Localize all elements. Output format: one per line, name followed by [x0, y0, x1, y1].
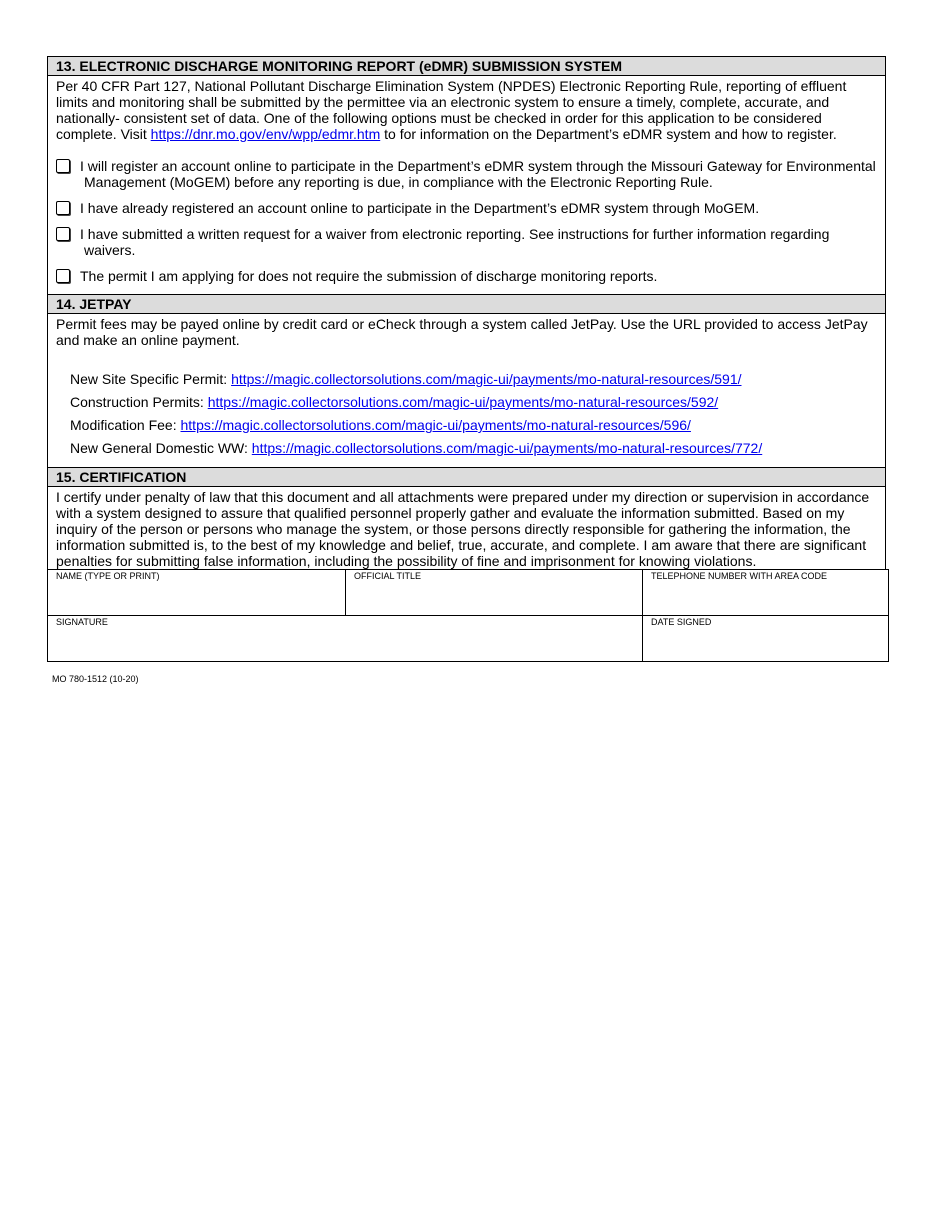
payment-row-construction	[70, 394, 877, 410]
option-already-registered[interactable]	[56, 200, 877, 216]
payment-label: Construction Permits:	[70, 394, 208, 410]
form-code: MO 780-1512 (10-20)	[52, 674, 139, 684]
payment-link[interactable]: https://magic.collectorsolutions.com/magic-ui/payments/mo-natural-resources/592/	[207, 394, 719, 410]
intro-text: Per 40 CFR Part 127, National Pollutant Discharge Elimination System (NPDES) Electronic Reporting Rule, reporting of effluent limits and monitoring shall be submitted by the permittee via an electronic system to ensure a timely, complete, accurate, and nationally- consistent set of data. One of the following options must be checked in order for this application to be considered complete. Visit	[56, 78, 847, 142]
option-register-mogem[interactable]	[56, 158, 877, 190]
certification-text: I certify under penalty of law that this document and all attachments were prepared under my direction or supervision in accordance with a system designed to assure that qualified personnel properly gather and evaluate the information submitted. Based on my inquiry of the person or persons who manage the system, or those persons directly responsible for gathering the information, the information submitted is, to the best of my knowledge and belief, true, accurate, and complete. I am aware that there are significant penalties for submitting false information, including the possibility of fine and imprisonment for knowing violations.	[56, 489, 870, 569]
checkbox[interactable]	[56, 159, 70, 173]
date-signed-input[interactable]	[651, 628, 880, 648]
payment-label: New General Domestic WW:	[70, 440, 252, 456]
checkbox[interactable]	[56, 201, 70, 215]
option-waiver-request[interactable]	[56, 226, 877, 258]
option-text: I will register an account online to participate in the Department’s eDMR system through the Missouri Gateway for Environmental	[80, 158, 876, 174]
section-13-intro	[56, 78, 877, 142]
name-input[interactable]	[56, 582, 337, 602]
date-signed-label: DATE SIGNED	[651, 617, 712, 627]
payment-row-general-domestic	[70, 440, 877, 456]
payment-label: New Site Specific Permit:	[70, 371, 232, 387]
section-13-title: 13. ELECTRONIC DISCHARGE MONITORING REPORT (eDMR) SUBMISSION SYSTEM	[56, 58, 623, 74]
signature-table	[47, 569, 889, 662]
intro-text-end: to for information on the Department’s eDMR system and how to register.	[380, 126, 837, 142]
signature-input[interactable]	[56, 628, 634, 648]
official-title-input[interactable]	[354, 582, 634, 602]
option-no-dmr-required[interactable]	[56, 268, 877, 284]
form-page	[47, 56, 886, 662]
name-label: NAME (TYPE OR PRINT)	[56, 571, 160, 581]
option-text: The permit I am applying for does not require the submission of discharge monitoring reports.	[80, 268, 658, 284]
option-text: I have submitted a written request for a waiver from electronic reporting. See instructions for further information regarding	[80, 226, 830, 242]
payment-list	[56, 356, 877, 456]
name-field[interactable]	[48, 570, 346, 616]
payment-label: Modification Fee:	[70, 417, 181, 433]
option-text-cont: Management (MoGEM) before any reporting is due, in compliance with the Electronic Reporting Rule.	[84, 174, 713, 190]
payment-row-modification	[70, 417, 877, 433]
checkbox[interactable]	[56, 227, 70, 241]
telephone-field[interactable]	[643, 570, 889, 616]
telephone-input[interactable]	[651, 582, 880, 602]
section-15-body	[47, 487, 886, 569]
section-15-title: 15. CERTIFICATION	[56, 469, 187, 485]
telephone-label: TELEPHONE NUMBER WITH AREA CODE	[651, 571, 828, 581]
payment-link[interactable]: https://magic.collectorsolutions.com/magic-ui/payments/mo-natural-resources/591/	[231, 371, 742, 387]
edmr-link[interactable]: https://dnr.mo.gov/env/wpp/edmr.htm	[150, 126, 381, 142]
option-text: I have already registered an account online to participate in the Department’s eDMR system through MoGEM.	[80, 200, 760, 216]
payment-link[interactable]: https://magic.collectorsolutions.com/magic-ui/payments/mo-natural-resources/596/	[180, 417, 691, 433]
official-title-label: OFFICIAL TITLE	[354, 571, 422, 581]
payment-link[interactable]: https://magic.collectorsolutions.com/magic-ui/payments/mo-natural-resources/772/	[251, 440, 763, 456]
section-14-body	[47, 314, 886, 467]
signature-field[interactable]	[48, 616, 643, 662]
date-signed-field[interactable]	[643, 616, 889, 662]
option-text-cont: waivers.	[84, 242, 136, 258]
section-14-header	[47, 294, 886, 314]
section-13-body	[47, 76, 886, 294]
section-14-title: 14. JETPAY	[56, 296, 132, 312]
section-15-header	[47, 467, 886, 487]
section-13-header	[47, 56, 886, 76]
official-title-field[interactable]	[346, 570, 643, 616]
checkbox[interactable]	[56, 269, 70, 283]
jetpay-intro: Permit fees may be payed online by credit card or eCheck through a system called JetPay. Use the URL provided to access JetPay and make an online payment.	[56, 316, 868, 348]
payment-row-new-site	[70, 371, 877, 387]
signature-label: SIGNATURE	[56, 617, 108, 627]
